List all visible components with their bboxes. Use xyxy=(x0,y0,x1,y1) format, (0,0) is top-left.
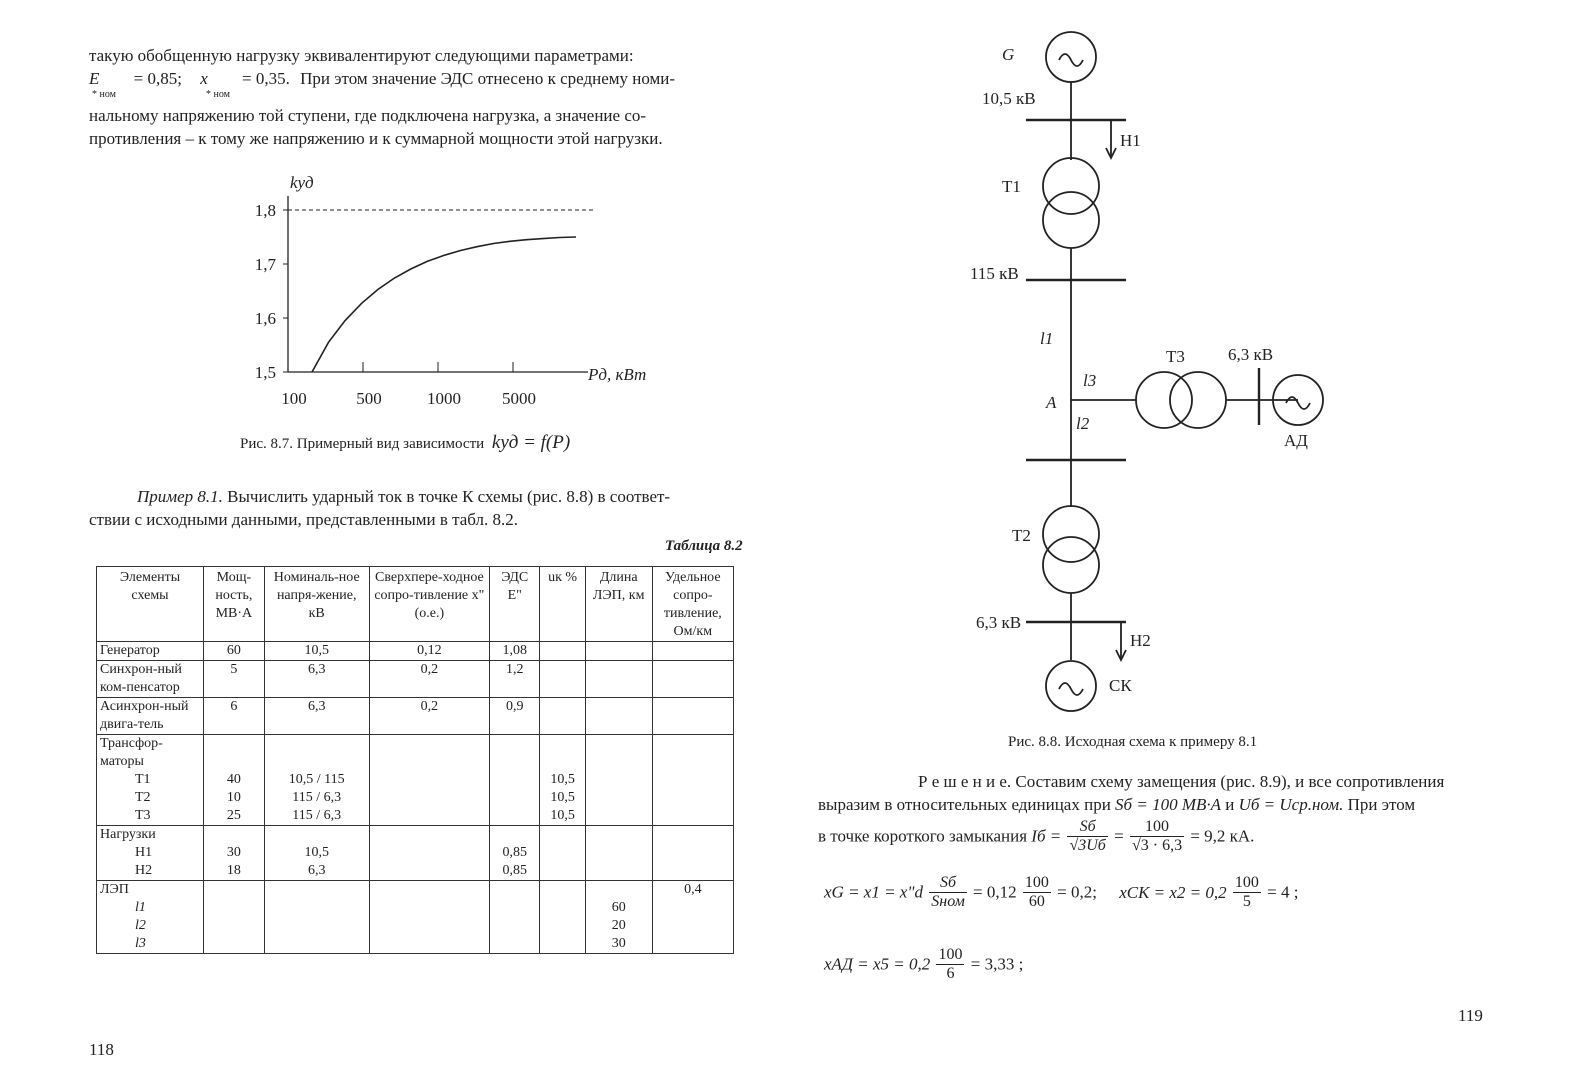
cell-uk xyxy=(540,935,585,954)
cell-len: 20 xyxy=(585,917,652,935)
cell-len xyxy=(585,826,652,845)
cell-emf xyxy=(490,735,540,772)
cell-r xyxy=(652,698,733,735)
x-tick-label: 500 xyxy=(356,389,382,408)
cell-x xyxy=(369,935,489,954)
th-voltage: Номиналь-ное напря-жение, кВ xyxy=(264,567,369,642)
solution-text-3: в точке короткого замыкания xyxy=(818,826,1028,846)
eq-xsk-frac-num: 100 xyxy=(1234,874,1259,891)
cell-x: 0,2 xyxy=(369,698,489,735)
intro-line-1: такую обобщенную нагрузку эквивалентируют следующими параметрами: xyxy=(89,46,634,65)
cell-r xyxy=(652,807,733,826)
x-tick-label: 100 xyxy=(281,389,307,408)
eq-xg-frac-1-num: Sб xyxy=(929,874,967,893)
cell-power: 60 xyxy=(204,642,265,661)
solution-line-2 xyxy=(818,793,1484,816)
cell-name: l2 xyxy=(97,917,204,935)
cell-emf xyxy=(490,899,540,917)
param-e: E xyxy=(89,69,100,88)
eq-xg-frac-1-den: Sном xyxy=(931,893,965,910)
y-tick-label: 1,6 xyxy=(254,309,276,328)
base-voltage: Uб = Uср.ном. xyxy=(1238,795,1344,814)
example-line-2: ствии с исходными данными, представленными в табл. 8.2. xyxy=(89,510,518,529)
cell-r xyxy=(652,642,733,661)
cell-len xyxy=(585,807,652,826)
cell-uk xyxy=(540,698,585,735)
cell-power xyxy=(204,935,265,954)
cell-voltage: 10,5 xyxy=(264,642,369,661)
eq-xad-result: = 3,33 ; xyxy=(970,954,1024,974)
cell-uk xyxy=(540,826,585,845)
y-tick-label: 1,5 xyxy=(254,363,276,382)
label-l3: l3 xyxy=(1083,371,1097,390)
cell-voltage xyxy=(264,899,369,917)
intro-line-2-tail: При этом значение ЭДС отнесено к среднему номи- xyxy=(300,69,676,88)
label-t1: Т1 xyxy=(1002,177,1021,196)
cell-x xyxy=(369,862,489,881)
table-row xyxy=(97,735,734,772)
t1-winding-1 xyxy=(1043,158,1099,214)
eq-ib-lhs: Iб = xyxy=(1031,826,1062,846)
figure-8-7-caption-text: Рис. 8.7. Примерный вид зависимости xyxy=(240,436,485,452)
th-power: Мощ-ность, МВ·А xyxy=(204,567,265,642)
cell-r xyxy=(652,935,733,954)
cell-emf xyxy=(490,917,540,935)
cell-len xyxy=(585,661,652,698)
t2-winding-1 xyxy=(1043,506,1099,562)
cell-name: Т2 xyxy=(97,789,204,807)
cell-power: 25 xyxy=(204,807,265,826)
cell-r xyxy=(652,917,733,935)
cell-len xyxy=(585,642,652,661)
label-t2: Т2 xyxy=(1012,526,1031,545)
cell-emf: 1,08 xyxy=(490,642,540,661)
cell-emf xyxy=(490,771,540,789)
cell-len xyxy=(585,862,652,881)
label-a: A xyxy=(1046,393,1057,412)
cell-x: 0,2 xyxy=(369,661,489,698)
cell-emf xyxy=(490,807,540,826)
cell-power xyxy=(204,881,265,900)
eq-xg-frac-2-num: 100 xyxy=(1024,874,1049,891)
label-10-5-kv: 10,5 кВ xyxy=(982,89,1036,108)
cell-x xyxy=(369,899,489,917)
label-t3: Т3 xyxy=(1166,347,1185,366)
cell-r xyxy=(652,844,733,862)
cell-voltage xyxy=(264,881,369,900)
cell-name: l3 xyxy=(97,935,204,954)
param-e-value: = 0,85; xyxy=(133,69,182,88)
intro-line-2 xyxy=(89,67,759,90)
intro-line-4: противления – к тому же напряжению и к суммарной мощности этой нагрузки. xyxy=(89,129,663,148)
table-row xyxy=(97,789,734,807)
cell-uk xyxy=(540,881,585,900)
t3-winding-2 xyxy=(1170,372,1226,428)
cell-voltage xyxy=(264,917,369,935)
cell-uk xyxy=(540,661,585,698)
table-row xyxy=(97,862,734,881)
label-g: G xyxy=(1002,45,1015,64)
cell-r xyxy=(652,899,733,917)
table-row xyxy=(97,844,734,862)
cell-r xyxy=(652,661,733,698)
param-x-value: = 0,35. xyxy=(242,69,290,88)
solution-text-2a: выразим в относительных единицах при xyxy=(818,795,1111,814)
eq-xg-frac-2-den: 60 xyxy=(1028,893,1045,910)
eq-xsk-lhs: xСК = x2 = 0,2 xyxy=(1119,882,1227,902)
cell-power: 6 xyxy=(204,698,265,735)
table-row xyxy=(97,917,734,935)
cell-name: l1 xyxy=(97,899,204,917)
eq-ib-frac-1-num: Sб xyxy=(1067,818,1107,837)
cell-name: Т1 xyxy=(97,771,204,789)
label-ad: АД xyxy=(1284,431,1308,450)
cell-power: 30 xyxy=(204,844,265,862)
cell-name: Генератор xyxy=(97,642,204,661)
cell-emf xyxy=(490,789,540,807)
y-tick-label: 1,7 xyxy=(254,255,276,274)
cell-name: ЛЭП xyxy=(97,881,204,900)
cell-name: Н2 xyxy=(97,862,204,881)
eq-xg-mid: = 0,12 xyxy=(973,882,1017,902)
cell-name: Т3 xyxy=(97,807,204,826)
eq-ib-eq: = xyxy=(1114,826,1124,846)
cell-r xyxy=(652,862,733,881)
cell-name: Трансфор-маторы xyxy=(97,735,204,772)
cell-uk xyxy=(540,844,585,862)
left-page xyxy=(0,0,786,1092)
cell-power xyxy=(204,917,265,935)
label-h2: Н2 xyxy=(1130,631,1151,650)
cell-voltage: 6,3 xyxy=(264,862,369,881)
cell-uk xyxy=(540,642,585,661)
cell-len xyxy=(585,771,652,789)
cell-name: Асинхрон-ный двига-тель xyxy=(97,698,204,735)
eq-xsk-result: = 4 ; xyxy=(1267,882,1299,902)
cell-r xyxy=(652,771,733,789)
t2-winding-2 xyxy=(1043,537,1099,593)
table-header-row xyxy=(97,567,734,642)
cell-r xyxy=(652,789,733,807)
label-h1: Н1 xyxy=(1120,131,1141,150)
generator-sine-icon xyxy=(1059,54,1083,66)
eq-xad-frac-den: 6 xyxy=(946,965,955,982)
cell-voltage: 6,3 xyxy=(264,698,369,735)
label-6-3-kv-top: 6,3 кВ xyxy=(1228,345,1274,364)
eq-xsk-frac-den: 5 xyxy=(1242,893,1251,910)
label-l1: l1 xyxy=(1040,329,1054,348)
cell-voltage: 10,5 xyxy=(264,844,369,862)
cell-uk: 10,5 xyxy=(540,807,585,826)
cell-voltage xyxy=(264,935,369,954)
cell-x xyxy=(369,826,489,845)
table-row xyxy=(97,642,734,661)
cell-name: Н1 xyxy=(97,844,204,862)
data-table xyxy=(96,566,734,954)
cell-voltage: 115 / 6,3 xyxy=(264,789,369,807)
eq-xg-result: = 0,2; xyxy=(1057,882,1097,902)
figure-8-8-caption: Рис. 8.8. Исходная схема к примеру 8.1 xyxy=(1008,734,1258,750)
eq-xg-frac-2 xyxy=(1023,874,1051,911)
cell-len xyxy=(585,735,652,772)
cell-x xyxy=(369,881,489,900)
y-tick-label: 1,8 xyxy=(254,201,276,220)
eq-ib-frac-1 xyxy=(1067,818,1107,855)
cell-len xyxy=(585,844,652,862)
eq-ib-frac-2-num: 100 xyxy=(1130,818,1184,837)
x-axis-label: Pд, кВт xyxy=(588,365,647,384)
x-tick-label: 5000 xyxy=(502,389,536,408)
page-number-right: 119 xyxy=(1458,1006,1483,1025)
cell-emf: 0,85 xyxy=(490,844,540,862)
cell-uk xyxy=(540,899,585,917)
table-row xyxy=(97,661,734,698)
cell-voltage xyxy=(264,826,369,845)
cell-power: 40 xyxy=(204,771,265,789)
eq-xad-lhs: xАД = x5 = 0,2 xyxy=(824,954,931,974)
param-x: x xyxy=(200,69,208,88)
table-row xyxy=(97,771,734,789)
eq-xad-frac xyxy=(936,946,964,983)
cell-len: 60 xyxy=(585,899,652,917)
eq-ib-result: = 9,2 кА. xyxy=(1190,826,1255,846)
right-page xyxy=(786,0,1573,1092)
cell-r xyxy=(652,735,733,772)
eq-xg-lhs: xG = x1 = x"d xyxy=(824,882,923,902)
cell-uk xyxy=(540,862,585,881)
cell-emf: 1,2 xyxy=(490,661,540,698)
cell-uk: 10,5 xyxy=(540,789,585,807)
cell-x xyxy=(369,917,489,935)
cell-emf: 0,85 xyxy=(490,862,540,881)
cell-power xyxy=(204,899,265,917)
figure-8-7-caption xyxy=(240,432,570,454)
cell-power xyxy=(204,826,265,845)
eq-xsk-frac xyxy=(1233,874,1261,911)
cell-uk: 10,5 xyxy=(540,771,585,789)
x-tick-label: 1000 xyxy=(427,389,461,408)
label-6-3-kv: 6,3 кВ xyxy=(976,613,1022,632)
eq-xg-frac-1 xyxy=(929,874,967,911)
cell-len xyxy=(585,698,652,735)
table-row xyxy=(97,826,734,845)
cell-emf xyxy=(490,826,540,845)
cell-x xyxy=(369,735,489,772)
th-r: Удельное сопро-тивление, Ом/км xyxy=(652,567,733,642)
cell-uk xyxy=(540,917,585,935)
table-row xyxy=(97,698,734,735)
compensator-sine-icon xyxy=(1059,683,1083,695)
example-paragraph xyxy=(89,485,759,508)
label-sk: СК xyxy=(1109,676,1132,695)
cell-len xyxy=(585,789,652,807)
label-l2: l2 xyxy=(1076,414,1090,433)
kud-chart xyxy=(230,165,670,415)
cell-emf xyxy=(490,881,540,900)
th-emf: ЭДС E" xyxy=(490,567,540,642)
cell-power: 18 xyxy=(204,862,265,881)
sub-e: * ном xyxy=(92,89,116,100)
solution-and: и xyxy=(1225,795,1235,814)
table-row xyxy=(97,899,734,917)
y-axis-label: kуд xyxy=(290,173,314,192)
solution-label: Р е ш е н и е. xyxy=(918,772,1012,791)
cell-x xyxy=(369,789,489,807)
cell-x xyxy=(369,807,489,826)
cell-power: 5 xyxy=(204,661,265,698)
motor-ad-sine-icon xyxy=(1286,397,1310,409)
cell-power xyxy=(204,735,265,772)
cell-name: Нагрузки xyxy=(97,826,204,845)
base-power: Sб = 100 МВ·А xyxy=(1115,795,1221,814)
cell-voltage xyxy=(264,735,369,772)
solution-text-2b: При этом xyxy=(1347,795,1416,814)
kud-curve xyxy=(312,237,576,372)
table-row xyxy=(97,935,734,954)
cell-emf: 0,9 xyxy=(490,698,540,735)
cell-r xyxy=(652,826,733,845)
solution-line-1 xyxy=(868,770,1484,793)
table-row xyxy=(97,807,734,826)
eq-ib-frac-2 xyxy=(1130,818,1184,855)
example-label: Пример 8.1. xyxy=(137,487,223,506)
cell-x xyxy=(369,771,489,789)
th-elements: Элементы схемы xyxy=(97,567,204,642)
eq-ib-frac-1-den: √3Uб xyxy=(1069,837,1106,854)
cell-emf xyxy=(490,935,540,954)
cell-power: 10 xyxy=(204,789,265,807)
cell-uk xyxy=(540,735,585,772)
label-115-kv: 115 кВ xyxy=(970,264,1019,283)
compensator-sk-symbol xyxy=(1046,661,1096,711)
solution-text-1: Составим схему замещения (рис. 8.9), и все сопротивления xyxy=(1015,772,1445,791)
cell-r: 0,4 xyxy=(652,881,733,900)
example-line-1: Вычислить ударный ток в точке К схемы (рис. 8.8) в соответ- xyxy=(227,487,671,506)
sub-x: * ном xyxy=(206,89,230,100)
table-row xyxy=(97,881,734,900)
cell-voltage: 115 / 6,3 xyxy=(264,807,369,826)
equation-xad xyxy=(824,946,1023,983)
eq-xad-frac-num: 100 xyxy=(938,946,963,963)
cell-voltage: 10,5 / 115 xyxy=(264,771,369,789)
t3-winding-1 xyxy=(1136,372,1192,428)
t1-winding-2 xyxy=(1043,192,1099,248)
th-uk: uк % xyxy=(540,567,585,642)
circuit-diagram xyxy=(946,20,1366,730)
th-len: Длина ЛЭП, км xyxy=(585,567,652,642)
equation-ib xyxy=(818,818,1254,855)
cell-voltage: 6,3 xyxy=(264,661,369,698)
cell-x: 0,12 xyxy=(369,642,489,661)
generator-symbol xyxy=(1046,32,1096,82)
intro-line-3: нальному напряжению той ступени, где подключена нагрузка, а значение со- xyxy=(89,106,647,125)
cell-len: 30 xyxy=(585,935,652,954)
eq-ib-frac-2-den: √3 · 6,3 xyxy=(1131,837,1183,854)
figure-8-7-formula: kуд = f(P) xyxy=(491,432,571,453)
cell-name: Синхрон-ный ком-пенсатор xyxy=(97,661,204,698)
page-number-left: 118 xyxy=(89,1040,114,1059)
th-x: Сверхпере-ходное сопро-тивление x"(о.е.) xyxy=(369,567,489,642)
equation-xg-xsk xyxy=(824,874,1298,911)
cell-len xyxy=(585,881,652,900)
cell-x xyxy=(369,844,489,862)
table-label: Таблица 8.2 xyxy=(665,538,743,554)
